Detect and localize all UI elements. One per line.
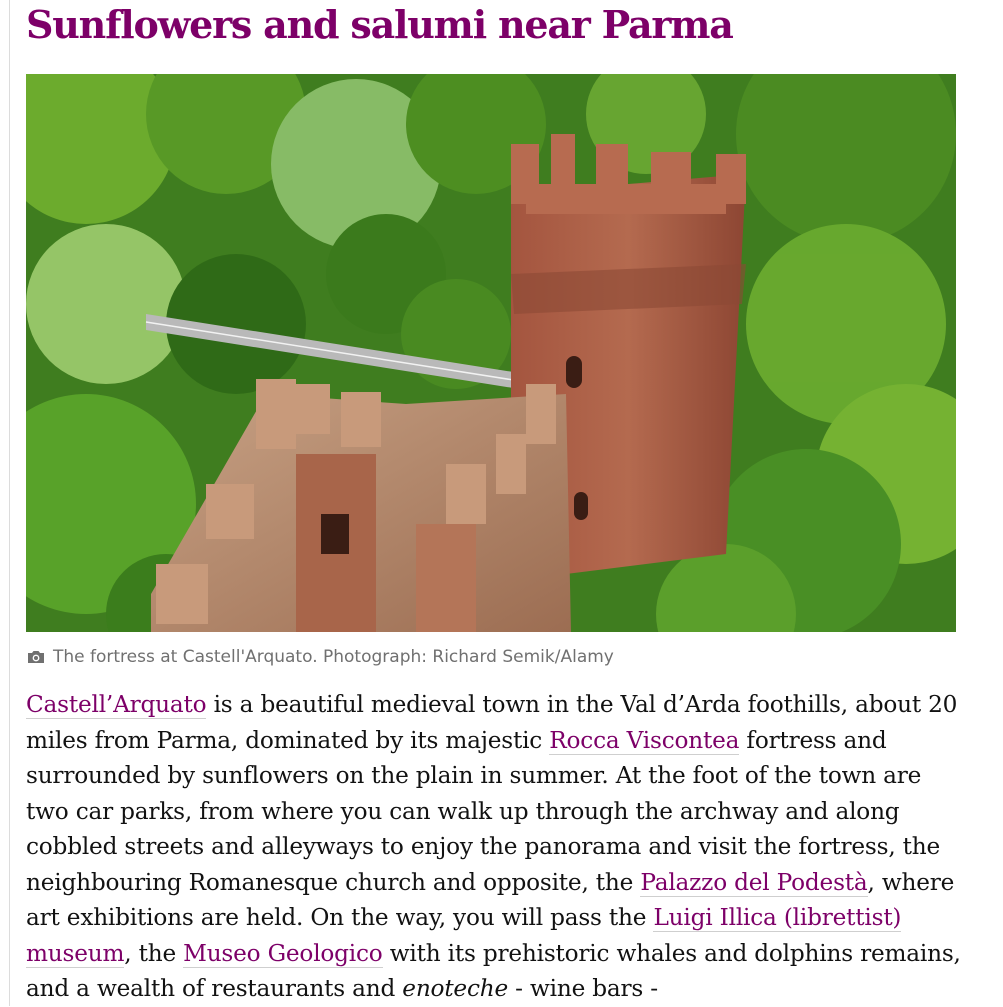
link-palazzo-del-podesta[interactable]: Palazzo del Podestà	[640, 868, 868, 896]
link-museo-geologico[interactable]: Museo Geologico	[183, 939, 383, 967]
enoteche-italic: enoteche	[402, 975, 508, 1002]
caption-text: The fortress at Castell'Arquato. Photograph: Richard Semik/Alamy	[53, 647, 614, 667]
body-text-6: - wine bars -	[508, 975, 658, 1002]
castle-photo[interactable]	[26, 74, 956, 632]
link-rocca-viscontea[interactable]: Rocca Viscontea	[549, 726, 740, 754]
link-castell-arquato[interactable]: Castell’Arquato	[26, 691, 207, 718]
photo-caption	[26, 645, 614, 669]
section-headline: Sunflowers and salumi near Parma	[26, 2, 733, 47]
link-luigi-illica-museum[interactable]: Luigi Illica (librettist) museum	[26, 904, 902, 967]
body-text-4: , the	[124, 939, 184, 967]
article-paragraph	[26, 687, 961, 1007]
body-text-3: , where art exhibitions are held. On the way, you will pass the	[26, 868, 955, 931]
body-text-5: with its prehistoric whales and dolphins remains, and a wealth of restaurants and	[26, 939, 961, 1002]
body-text-1: is a beautiful medieval town in the Val d’Arda foothills, about 20 miles from Parma, dominated by its majestic	[26, 691, 958, 754]
left-divider	[9, 0, 10, 1006]
camera-icon	[26, 649, 46, 665]
body-text-2: fortress and surrounded by sunflowers on the plain in summer. At the foot of the town are two car parks, from where you can walk up through the archway and along cobbled streets and alleyways to enjoy the panorama and visit the fortress, the neighbouring Romanesque church and opposite, the	[26, 726, 941, 896]
